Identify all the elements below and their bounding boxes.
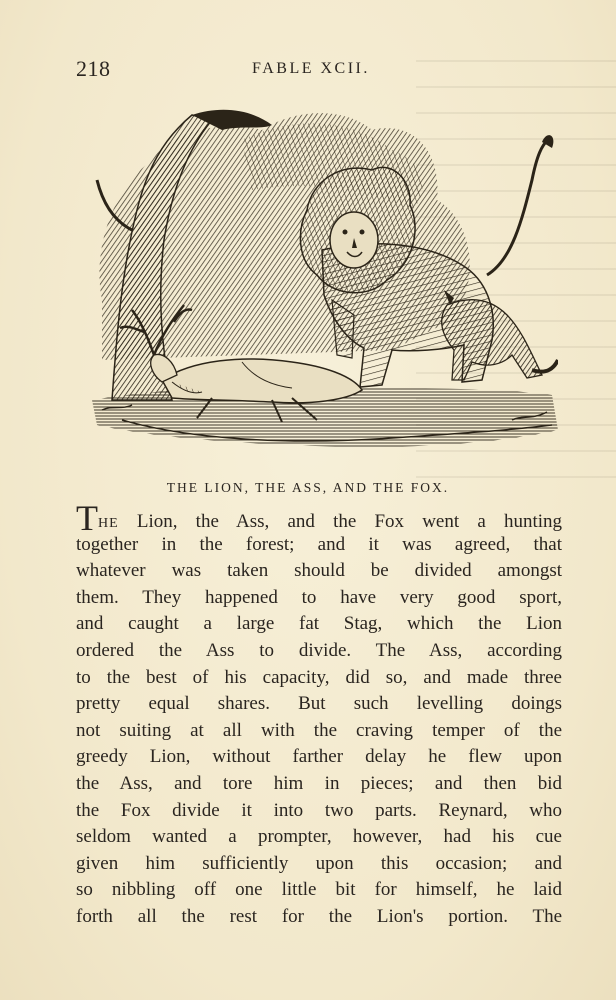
text-line: the Fox divide it into two parts. Reynard, who bbox=[76, 799, 562, 821]
text-line: whatever was taken should be divided amongst bbox=[76, 560, 562, 582]
lion-tail bbox=[487, 140, 548, 275]
illustration-caption: THE LION, THE ASS, AND THE FOX. bbox=[166, 480, 450, 495]
running-head bbox=[76, 54, 562, 84]
fox bbox=[442, 300, 542, 380]
drop-cap: T bbox=[76, 505, 98, 532]
text-line-first bbox=[76, 505, 562, 532]
text-line: the Ass, and tore him in pieces; and then bid bbox=[76, 772, 562, 794]
text-line: forth all the rest for the Lion's portion. The bbox=[76, 905, 562, 927]
text-line: and caught a large fat Stag, which the Lion bbox=[76, 613, 562, 635]
page-number: 218 bbox=[76, 56, 111, 81]
stag bbox=[162, 359, 362, 403]
text-line: ordered the Ass to divide. The Ass, according bbox=[76, 639, 562, 661]
text-line: seldom wanted a prompter, however, had his cue bbox=[76, 826, 562, 848]
text-line: not suiting at all with the craving temper of the bbox=[76, 719, 562, 741]
woodcut-engraving bbox=[92, 100, 558, 452]
text-line: together in the forest; and it was agreed, that bbox=[76, 533, 562, 555]
engraving-image bbox=[92, 100, 558, 452]
first-word-small-caps: HE bbox=[98, 516, 119, 531]
text-line: greedy Lion, without farther delay he flew upon bbox=[76, 746, 562, 768]
text-line: so nibbling off one little bit for himself, he laid bbox=[76, 879, 562, 901]
fable-text bbox=[76, 505, 562, 931]
fable-title: FABLE XCII. bbox=[252, 60, 370, 77]
text-line: given him sufficiently upon this occasion; and bbox=[76, 852, 562, 874]
first-line-rest: Lion, the Ass, and the Fox went a hunting bbox=[136, 511, 562, 532]
text-line: pretty equal shares. But such levelling doings bbox=[76, 693, 562, 715]
text-line: them. They happened to have very good sport, bbox=[76, 586, 562, 608]
text-line: to the best of his capacity, did so, and made three bbox=[76, 666, 562, 688]
